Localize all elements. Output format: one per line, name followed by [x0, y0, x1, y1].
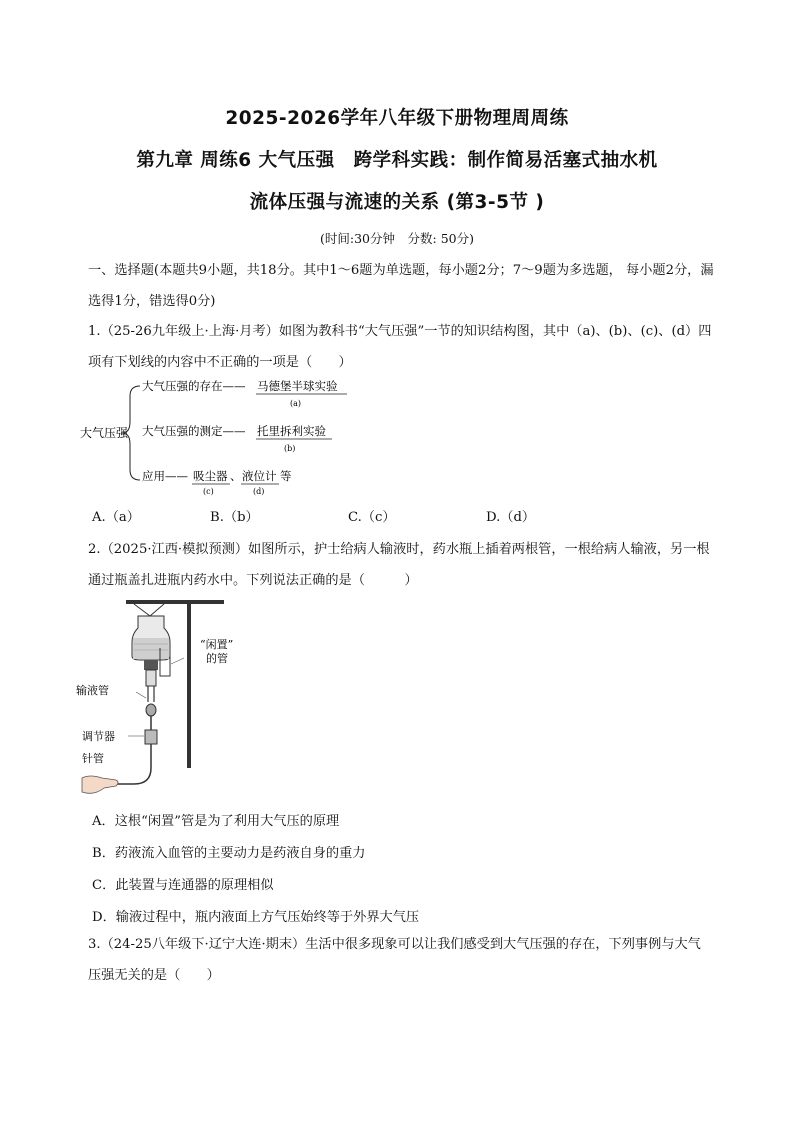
q2-option-b[interactable]: B．药液流入血管的主要动力是药液自身的重力: [92, 846, 366, 861]
exam-meta: (时间:30分钟 分数: 50分): [320, 231, 474, 246]
q1-option-c[interactable]: C.（c）: [348, 510, 396, 525]
diagram-row2-item: 托里拆利实验: [257, 424, 326, 438]
bottle-liquid: [133, 638, 169, 659]
section-heading: 一、选择题(本题共9小题，共18分。其中1～6题为单选题，每小题2分；7～9题为多选题， 每小题2分，漏选得1分，错选得0分): [88, 263, 714, 309]
q2-option-c[interactable]: C．此装置与连通器的原理相似: [92, 878, 274, 893]
hanger-bar: [126, 600, 224, 604]
drip-chamber: [146, 670, 156, 686]
leader-idle: [171, 658, 184, 664]
infusion-tube: [100, 744, 151, 784]
q2-option-d[interactable]: D．输液过程中，瓶内液面上方气压始终等于外界大气压: [92, 910, 420, 925]
diagram-row2-prefix: 大气压强的测定——: [142, 424, 246, 438]
label-regulator: 调节器: [82, 730, 115, 743]
q2-option-a[interactable]: A．这根“闲置”管是为了利用大气压的原理: [92, 814, 340, 829]
title-line-1: 2025-2026学年八年级下册物理周周练: [225, 108, 569, 129]
q1-option-a[interactable]: A.（a）: [92, 510, 140, 525]
flow-regulator: [145, 730, 157, 744]
label-idle-tube-2: 的管: [206, 652, 228, 665]
iv-drip-figure: [76, 598, 266, 800]
diagram-row1-item: 马德堡半球实验: [257, 379, 338, 393]
title-line-3: 流体压强与流速的关系 (第3-5节 ): [249, 192, 545, 213]
knowledge-structure-diagram: [80, 372, 380, 500]
leader-tube: [136, 692, 146, 698]
diagram-tag-c: (c): [203, 487, 214, 496]
question-1-text: 1.（25-26九年级上·上海·月考）如图为教科书“大气压强”一节的知识结构图，其中（a)、(b)、(c)、(d）四项有下划线的内容中不正确的一项是（ ）: [88, 324, 712, 370]
diagram-row2-tag: (b): [284, 444, 296, 453]
hanger-string-right: [150, 604, 164, 616]
label-needle: 针管: [82, 752, 104, 765]
diagram-brace: [122, 386, 140, 480]
diagram-tag-d: (d): [253, 487, 265, 496]
question-2-text: 2.（2025·江西·模拟预测）如图所示，护士给病人输液时，药水瓶上插着两根管，一根给病人输液，另一根通过瓶盖扎进瓶内药水中。下列说法正确的是（ ）: [88, 542, 710, 588]
q1-option-b[interactable]: B.（b）: [210, 510, 259, 525]
bottle-cap: [144, 660, 158, 670]
diagram-row1-prefix: 大气压强的存在——: [142, 379, 246, 393]
diagram-row3-item-d: 液位计: [242, 469, 277, 483]
q1-option-d[interactable]: D.（d）: [486, 510, 536, 525]
diagram-row3-prefix: 应用——: [142, 469, 188, 483]
diagram-row1-tag: (a): [290, 399, 302, 408]
hanger-string-left: [134, 604, 150, 616]
label-idle-tube-1: “闲置”: [200, 638, 234, 651]
flow-bulb: [146, 704, 156, 716]
diagram-root-label: 大气压强: [80, 426, 129, 440]
question-3-text: 3.（24-25八年级下·辽宁大连·期末）生活中很多现象可以让我们感受到大气压强的存在，下列事例与大气压强无关的是（ ）: [88, 937, 701, 983]
diagram-row3-suffix: 等: [280, 469, 292, 483]
label-infusion-tube: 输液管: [76, 684, 109, 697]
stand-pole: [187, 604, 191, 768]
patient-hand: [82, 776, 118, 793]
diagram-row3-sep: 、: [230, 469, 242, 483]
title-line-2: 第九章 周练6 大气压强 跨学科实践：制作简易活塞式抽水机: [136, 150, 658, 171]
diagram-row3-item-c: 吸尘器: [193, 469, 228, 483]
